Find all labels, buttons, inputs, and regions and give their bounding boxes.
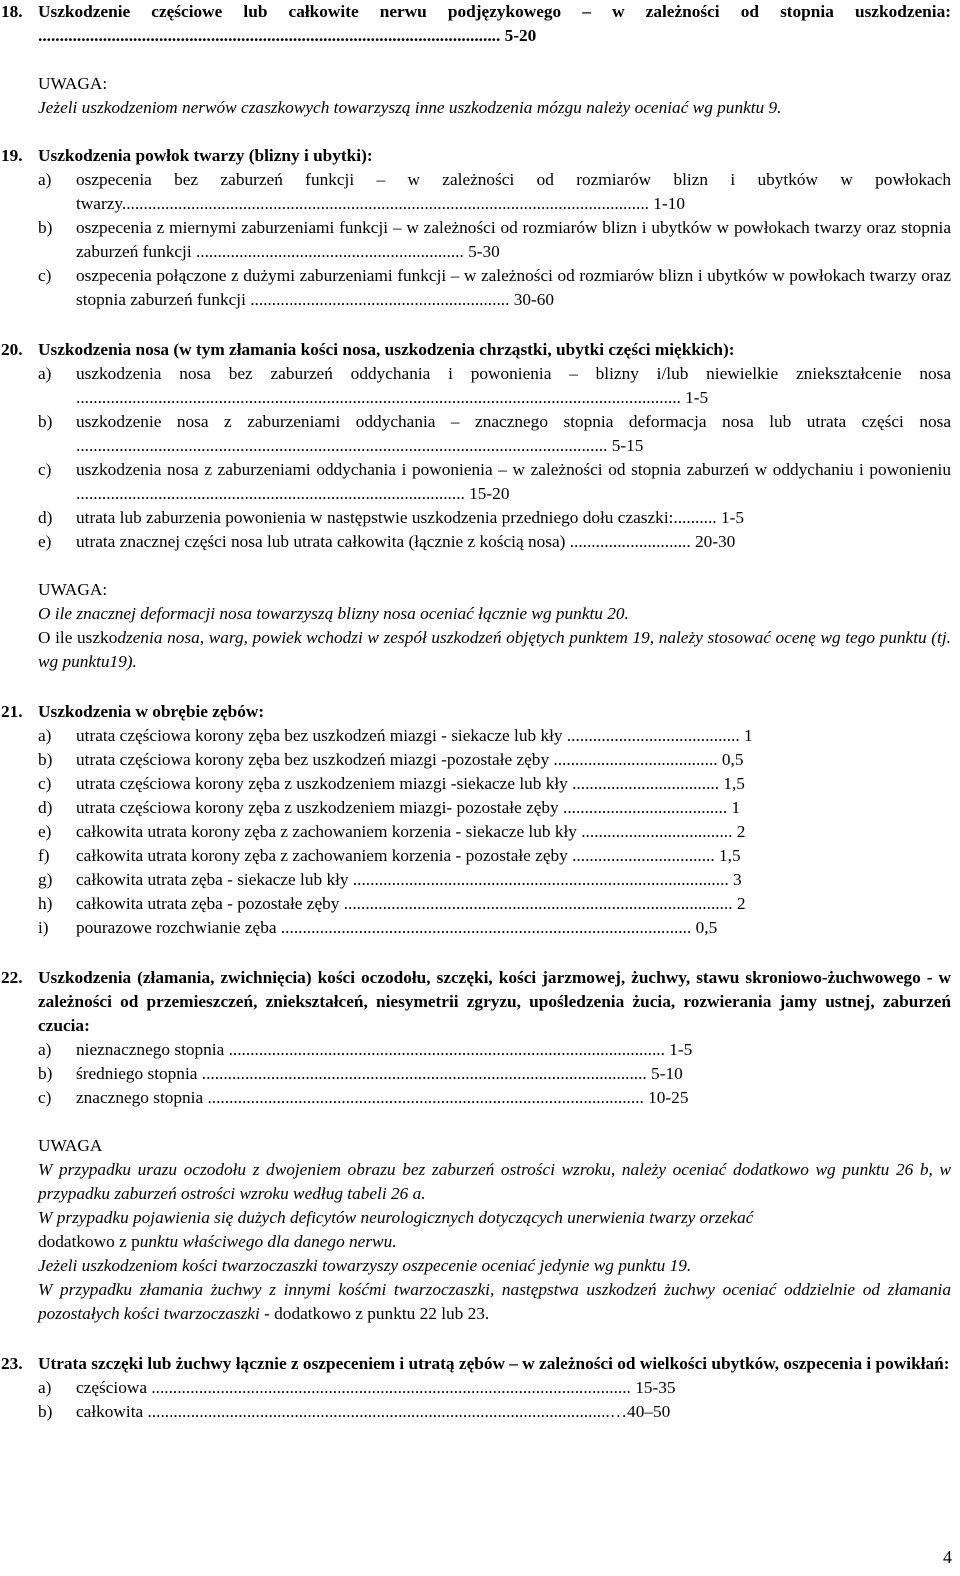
item-text: całkowita utrata korony zęba z zachowaniem korzenia - pozostałe zęby ................................. 1,5 [76,846,741,865]
section-heading [0,700,951,724]
item-text: całkowita ...........................................................................................................…40–50 [76,1402,671,1421]
uwaga-note [0,626,951,674]
uwaga-note: W przypadku pojawienia się dużych deficytów neurologicznych dotyczących unerwienia twarzy orzekać [38,1208,754,1227]
section-heading [0,1352,951,1376]
note-italic-text: unktu właściwego dla danego nerwu. [139,1232,397,1251]
item-letter: b) [38,412,53,431]
page-number: 4 [943,1547,952,1567]
list-item [0,1038,951,1062]
item-text: utrata częściowa korony zęba bez uszkodzeń miazgi -pozostałe zęby ...................................... 0,5 [76,750,744,769]
list-item [0,506,951,530]
item-letter: a) [38,1378,52,1397]
item-text: utrata częściowa korony zęba z uszkodzeniem miazgi- pozostałe zęby ...................................... 1 [76,798,741,817]
item-letter: d) [38,798,53,817]
item-letter: e) [38,822,52,841]
item-letter: c) [38,266,52,285]
section-number: 22. [1,968,23,987]
uwaga-label: UWAGA [38,1136,103,1155]
list-item [0,796,951,820]
list-item [0,820,951,844]
item-text: uszkodzenie nosa z zaburzeniami oddychania – znacznego stopnia deformacja nosa lub utrata części nosa ........................................................................................................................... 5-15 [76,412,951,455]
item-text: całkowita utrata zęba - siekacze lub kły ....................................................................................... 3 [76,870,742,889]
item-letter: c) [38,1088,52,1107]
item-text: oszpecenia z miernymi zaburzeniami funkcji – w zależności od rozmiarów blizn i ubytków w powłokach twarzy oraz stopnia zaburzeń funkcji .............................................................. 5-30 [76,218,951,261]
item-letter: b) [38,1402,53,1421]
item-letter: a) [38,1040,52,1059]
section-number: 19. [1,146,23,165]
item-letter: a) [38,726,52,745]
section-20 [0,338,951,674]
item-text: utrata częściowa korony zęba bez uszkodzeń miazgi - siekacze lub kły ........................................ 1 [76,726,753,745]
uwaga-note: W przypadku urazu oczodołu z dwojeniem obrazu bez zaburzeń ostrości wzroku, należy oceniać dodatkowo wg punktu 26 b, w przypadku zaburzeń ostrości wzroku według tabeli 26 a. [38,1160,951,1203]
uwaga-note: Jeżeli uszkodzeniom kości twarzoczaszki towarzyszy oszpecenie oceniać jedynie wg punktu 19. [38,1256,692,1275]
section-heading-text: Uszkodzenia (złamania, zwichnięcia) kości oczodołu, szczęki, kości jarzmowej, żuchwy, stawu skroniowo-żuchwowego - w zależności od przemieszczeń, zniekształceń, niesymetrii zgryzu, upośledzenia żucia, rozwierania jamy ustnej, zaburzeń czucia: [38,968,951,1035]
section-heading [0,144,951,168]
list-item [0,362,951,410]
item-text: utrata lub zaburzenia powonienia w następstwie uszkodzenia przedniego dołu czaszki:.......... 1-5 [76,508,744,527]
uwaga-label: UWAGA: [38,580,108,599]
section-heading-text: Uszkodzenia powłok twarzy (blizny i ubytki): [38,146,373,165]
list-item [0,530,951,554]
item-letter: b) [38,218,53,237]
section-18 [0,0,951,120]
section-19 [0,144,951,312]
item-letter: b) [38,1064,53,1083]
list-item [0,216,951,264]
section-number: 23. [1,1354,23,1373]
item-letter: e) [38,532,52,551]
section-21 [0,700,951,940]
section-23 [0,1352,951,1424]
item-text: utrata znacznej części nosa lub utrata całkowita (łącznie z kością nosa) ............................ 20-30 [76,532,736,551]
note-upright-text: O ile uszko [38,628,118,647]
item-text: utrata częściowa korony zęba z uszkodzeniem miazgi -siekacze lub kły .................................. 1,5 [76,774,745,793]
list-item [0,772,951,796]
item-text: średniego stopnia ....................................................................................................... 5-10 [76,1064,683,1083]
item-text: uszkodzenia nosa z zaburzeniami oddychania i powonienia – w zależności od stopnia zaburzeń w oddychaniu i powonieniu .......................................................................................... 15-20 [76,460,951,503]
item-text: oszpecenia bez zaburzeń funkcji – w zależności od rozmiarów blizn i ubytków w powłokach twarzy.......................................................................................................................... 1-10 [76,170,951,213]
list-item [0,458,951,506]
list-item [0,264,951,312]
item-text: uszkodzenia nosa bez zaburzeń oddychania i powonienia – blizny i/lub niewielkie zniekształcenie nosa ............................................................................................................................................ 1-5 [76,364,951,407]
item-letter: i) [38,918,49,937]
item-text: częściowa ............................................................................................................... 15-35 [76,1378,676,1397]
list-item [0,892,951,916]
uwaga-label: UWAGA: [38,74,108,93]
section-heading [0,0,951,48]
note-upright-text: dodatkowo z p [38,1232,140,1251]
list-item [0,916,951,940]
list-item [0,844,951,868]
list-item [0,1376,951,1400]
list-item [0,1062,951,1086]
note-italic-text: dzenia nosa, warg, powiek wchodzi w zespół uszkodzeń objętych punktem 19, należy stosować ocenę wg tego punktu (tj. wg punktu19). [38,628,951,671]
list-item [0,868,951,892]
uwaga-note: Jeżeli uszkodzeniom nerwów czaszkowych towarzyszą inne uszkodzenia mózgu należy oceniać wg punktu 9. [38,98,782,117]
list-item [0,168,951,216]
item-letter: h) [38,894,53,913]
item-letter: c) [38,774,52,793]
item-letter: c) [38,460,52,479]
note-italic-text: W przypadku złamania żuchwy z innymi kośćmi twarzoczaszki, następstwa uszkodzeń żuchwy oceniać oddzielnie od złamania pozostałych kości twarzoczaszki [38,1280,951,1323]
section-heading-text: Uszkodzenie częściowe lub całkowite nerwu podjęzykowego – w zależności od stopnia uszkodzenia: ........................................................................................................... 5-20 [38,2,951,45]
item-text: nieznacznego stopnia ..................................................................................................... 1-5 [76,1040,693,1059]
item-letter: a) [38,364,52,383]
section-number: 21. [1,702,23,721]
item-letter: a) [38,170,52,189]
section-heading-text: Uszkodzenia w obrębie zębów: [38,702,265,721]
item-text: całkowita utrata korony zęba z zachowaniem korzenia - siekacze lub kły ................................... 2 [76,822,746,841]
list-item [0,410,951,458]
section-22 [0,966,951,1326]
item-letter: f) [38,846,50,865]
item-letter: b) [38,750,53,769]
item-text: oszpecenia połączone z dużymi zaburzeniami funkcji – w zależności od rozmiarów blizn i ubytków w powłokach twarzy oraz stopnia zaburzeń funkcji ............................................................ 30-60 [76,266,951,309]
item-text: pourazowe rozchwianie zęba ............................................................................................... 0,5 [76,918,718,937]
item-letter: g) [38,870,53,889]
item-text: znacznego stopnia ..................................................................................................... 10-25 [76,1088,689,1107]
uwaga-note [0,1230,951,1254]
list-item [0,1400,951,1424]
item-letter: d) [38,508,53,527]
section-heading [0,966,951,1038]
list-item [0,1086,951,1110]
list-item [0,724,951,748]
section-number: 18. [1,2,23,21]
uwaga-note: O ile znacznej deformacji nosa towarzyszą blizny nosa oceniać łącznie wg punktu 20. [38,604,629,623]
section-heading-text: Utrata szczęki lub żuchwy łącznie z oszpeceniem i utratą zębów – w zależności od wielkości ubytków, oszpecenia i powikłań: [38,1354,950,1373]
item-text: całkowita utrata zęba - pozostałe zęby .......................................................................................... 2 [76,894,746,913]
list-item [0,748,951,772]
section-heading [0,338,951,362]
section-heading-text: Uszkodzenia nosa (w tym złamania kości nosa, uszkodzenia chrząstki, ubytki części miękkich): [38,340,735,359]
section-number: 20. [1,340,23,359]
uwaga-note [0,1278,951,1326]
note-upright-text: - dodatkowo z punktu 22 lub 23. [259,1304,490,1323]
